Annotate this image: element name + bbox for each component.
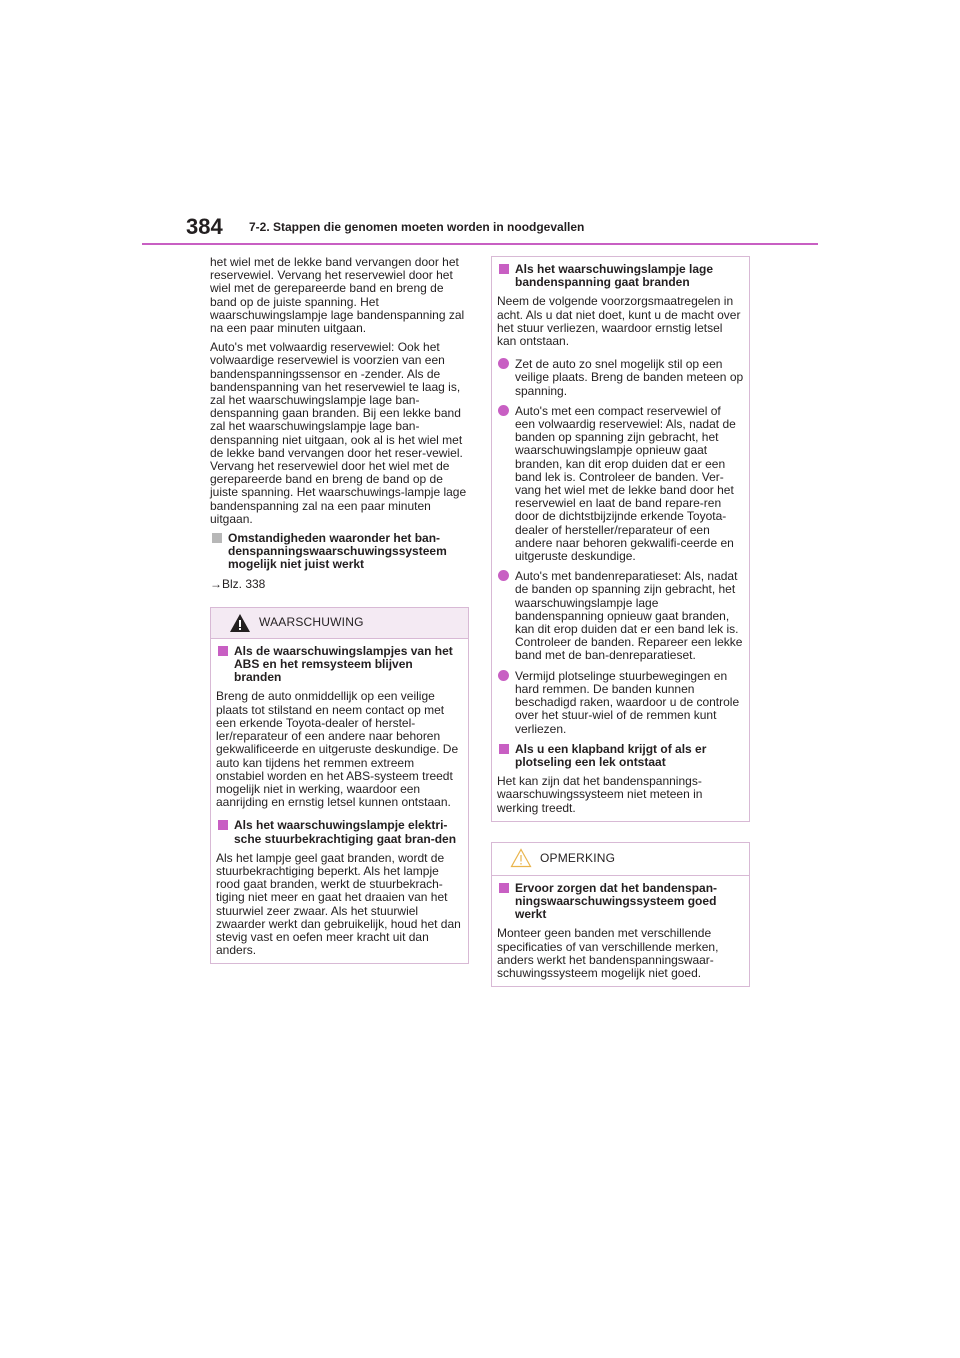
warning-box-body (211, 639, 468, 963)
paragraph: het wiel met de lekke band vervangen door het reservewiel. Vervang het reservewiel door het wiel met de gerepareerde band en breng de band op de juiste spanning. Het waarschuwingslampje lage bandenspanning zal na een paar minuten uitgaan. (210, 255, 465, 336)
warning-box-continued (491, 256, 750, 822)
arrow-icon: → (210, 576, 222, 591)
note-box-body (492, 876, 749, 986)
page-reference-text: Blz. 338 (222, 576, 266, 591)
circle-bullet-icon (498, 670, 509, 681)
list-item-text: Auto's met bandenreparatieset: Als, nadat de banden op spanning zijn gebracht, het waarschuwingslampje lage bandenspanning opnieuw gaat branden, kan dit erop duiden dat er een band lek is. Controleer de banden. Repareer een lekke band met de ban-denreparatieset. (515, 569, 743, 663)
left-column (210, 256, 469, 964)
list-item (497, 405, 744, 563)
square-bullet-icon (218, 646, 228, 656)
right-column (491, 256, 750, 987)
note-box-header (492, 843, 749, 876)
list-item (497, 570, 744, 662)
page-header (186, 216, 766, 238)
section-heading (497, 263, 744, 289)
heading-text: Als u een klapband krijgt of als er plotseling een lek ontstaat (515, 741, 707, 769)
circle-bullet-icon (498, 405, 509, 416)
heading-text: Als de waarschuwingslampjes van het ABS en het remsysteem blijven branden (234, 643, 453, 685)
section-heading (497, 743, 744, 769)
note-title: OPMERKING (540, 850, 616, 865)
header-rule (142, 243, 818, 245)
heading-text: Als het waarschuwingslampje lage bandenspanning gaat branden (515, 262, 714, 290)
section-heading (216, 645, 463, 685)
list-item (497, 358, 744, 398)
heading-text: Ervoor zorgen dat het bandenspan-ningswaarschuwingssysteem goed werkt (515, 880, 718, 922)
warning-box (210, 607, 469, 964)
list-item (497, 670, 744, 736)
list-item-text: Zet de auto zo snel mogelijk stil op een veilige plaats. Breng de banden meteen op spanning. (515, 357, 744, 398)
note-box (491, 842, 750, 987)
page-reference (210, 578, 469, 591)
list-item-text: Vermijd plotselinge stuurbewegingen en hard remmen. De banden kunnen beschadigd raken, waardoor u de controle over het stuur-wiel of de remmen kunt verliezen. (515, 668, 740, 736)
heading-text: Omstandigheden waaronder het ban-denspanningswaarschuwingssysteem mogelijk niet juist werkt (228, 531, 447, 572)
section-heading (497, 882, 744, 922)
paragraph: Het kan zijn dat het bandenspannings-waarschuwingssysteem niet meteen in werking treedt. (497, 774, 703, 815)
warning-triangle-icon (229, 613, 251, 633)
square-bullet-icon (212, 533, 222, 543)
paragraph: Als het lampje geel gaat branden, wordt de stuurbekrachtiging beperkt. Als het lampje rood gaat branden, werkt de stuurbekrach-tiging niet meer en gaat het draaien van het stuurwiel zeer zwaar. Als het stuurwiel zwaarder werkt dan gebruikelijk, houd het dan stevig vast en oefen meer kracht uit dan anders. (216, 850, 461, 958)
heading-text: Als het waarschuwingslampje elektri-sche stuurbekrachtiging gaat bran-den (234, 818, 457, 846)
caution-triangle-icon (510, 848, 532, 868)
square-bullet-icon (499, 744, 509, 754)
circle-bullet-icon (498, 358, 509, 369)
paragraph: Auto's met volwaardig reservewiel: Ook het volwaardige reservewiel is voorzien van een bandenspanningssensor en -zender. Als de bandenspanning van het reservewiel te laag is, zal het waarschuwingslampje lage ban-denspanning gaan branden. Bij een lekke band zal het waarschuwingslampje lage ban-denspanning niet uitgaan, ook al is het wiel met de lekke band vervangen door het reser-vewiel. Vervang het reservewiel door het wiel met de gerepareerde band en breng de band op de juiste spanning. Het waarschuwings-lampje lage bandenspanning zal na een paar minuten uitgaan. (210, 340, 467, 526)
page-number: 384 (186, 214, 223, 239)
list-item-text: Auto's met een compact reservewiel of een volwaardig reservewiel: Als, nadat de banden op spanning zijn gebracht, het waarschuwingslampje opnieuw gaat branden, kan dit erop duiden dat er een band lek is. Controleer de banden. Ver-vang het wiel met de lekke band door het reservewiel en laat de band repare-ren door de dichtstbijzijnde erkende Toyota-dealer of hersteller/reparateur of een andere naar behoren gekwalifi-ceerde en uitgeruste deskundige. (515, 403, 736, 564)
paragraph: Neem de volgende voorzorgsmaatregelen in acht. Als u dat niet doet, kunt u de macht over het stuur verliezen, waardoor ernstig letsel kan ontstaan. (497, 294, 741, 349)
square-bullet-icon (499, 883, 509, 893)
section-heading (210, 532, 469, 572)
square-bullet-icon (499, 264, 509, 274)
square-bullet-icon (218, 820, 228, 830)
paragraph: Monteer geen banden met verschillende specificaties of van verschillende merken, anders werkt het bandenspanningswaar-schuwingssysteem mogelijk niet goed. (497, 926, 719, 980)
section-heading (216, 819, 463, 845)
warning-box-header (211, 608, 468, 639)
paragraph: Breng de auto onmiddellijk op een veilige plaats tot stilstand en neem contact op met een erkende Toyota-dealer of herstel-ler/reparateur of een andere naar behoren gekwalificeerde en uitgeruste deskundige. De auto kan tijdens het remmen extreem onstabiel worden en het ABS-systeem treedt mogelijk niet in werking, waardoor een aanrijding en ernstig letsel kunnen ontstaan. (216, 689, 459, 810)
circle-bullet-icon (498, 570, 509, 581)
warning-title: WAARSCHUWING (259, 614, 364, 629)
warning-box-body (492, 257, 749, 821)
section-title: 7-2. Stappen die genomen moeten worden in noodgevallen (249, 220, 585, 234)
